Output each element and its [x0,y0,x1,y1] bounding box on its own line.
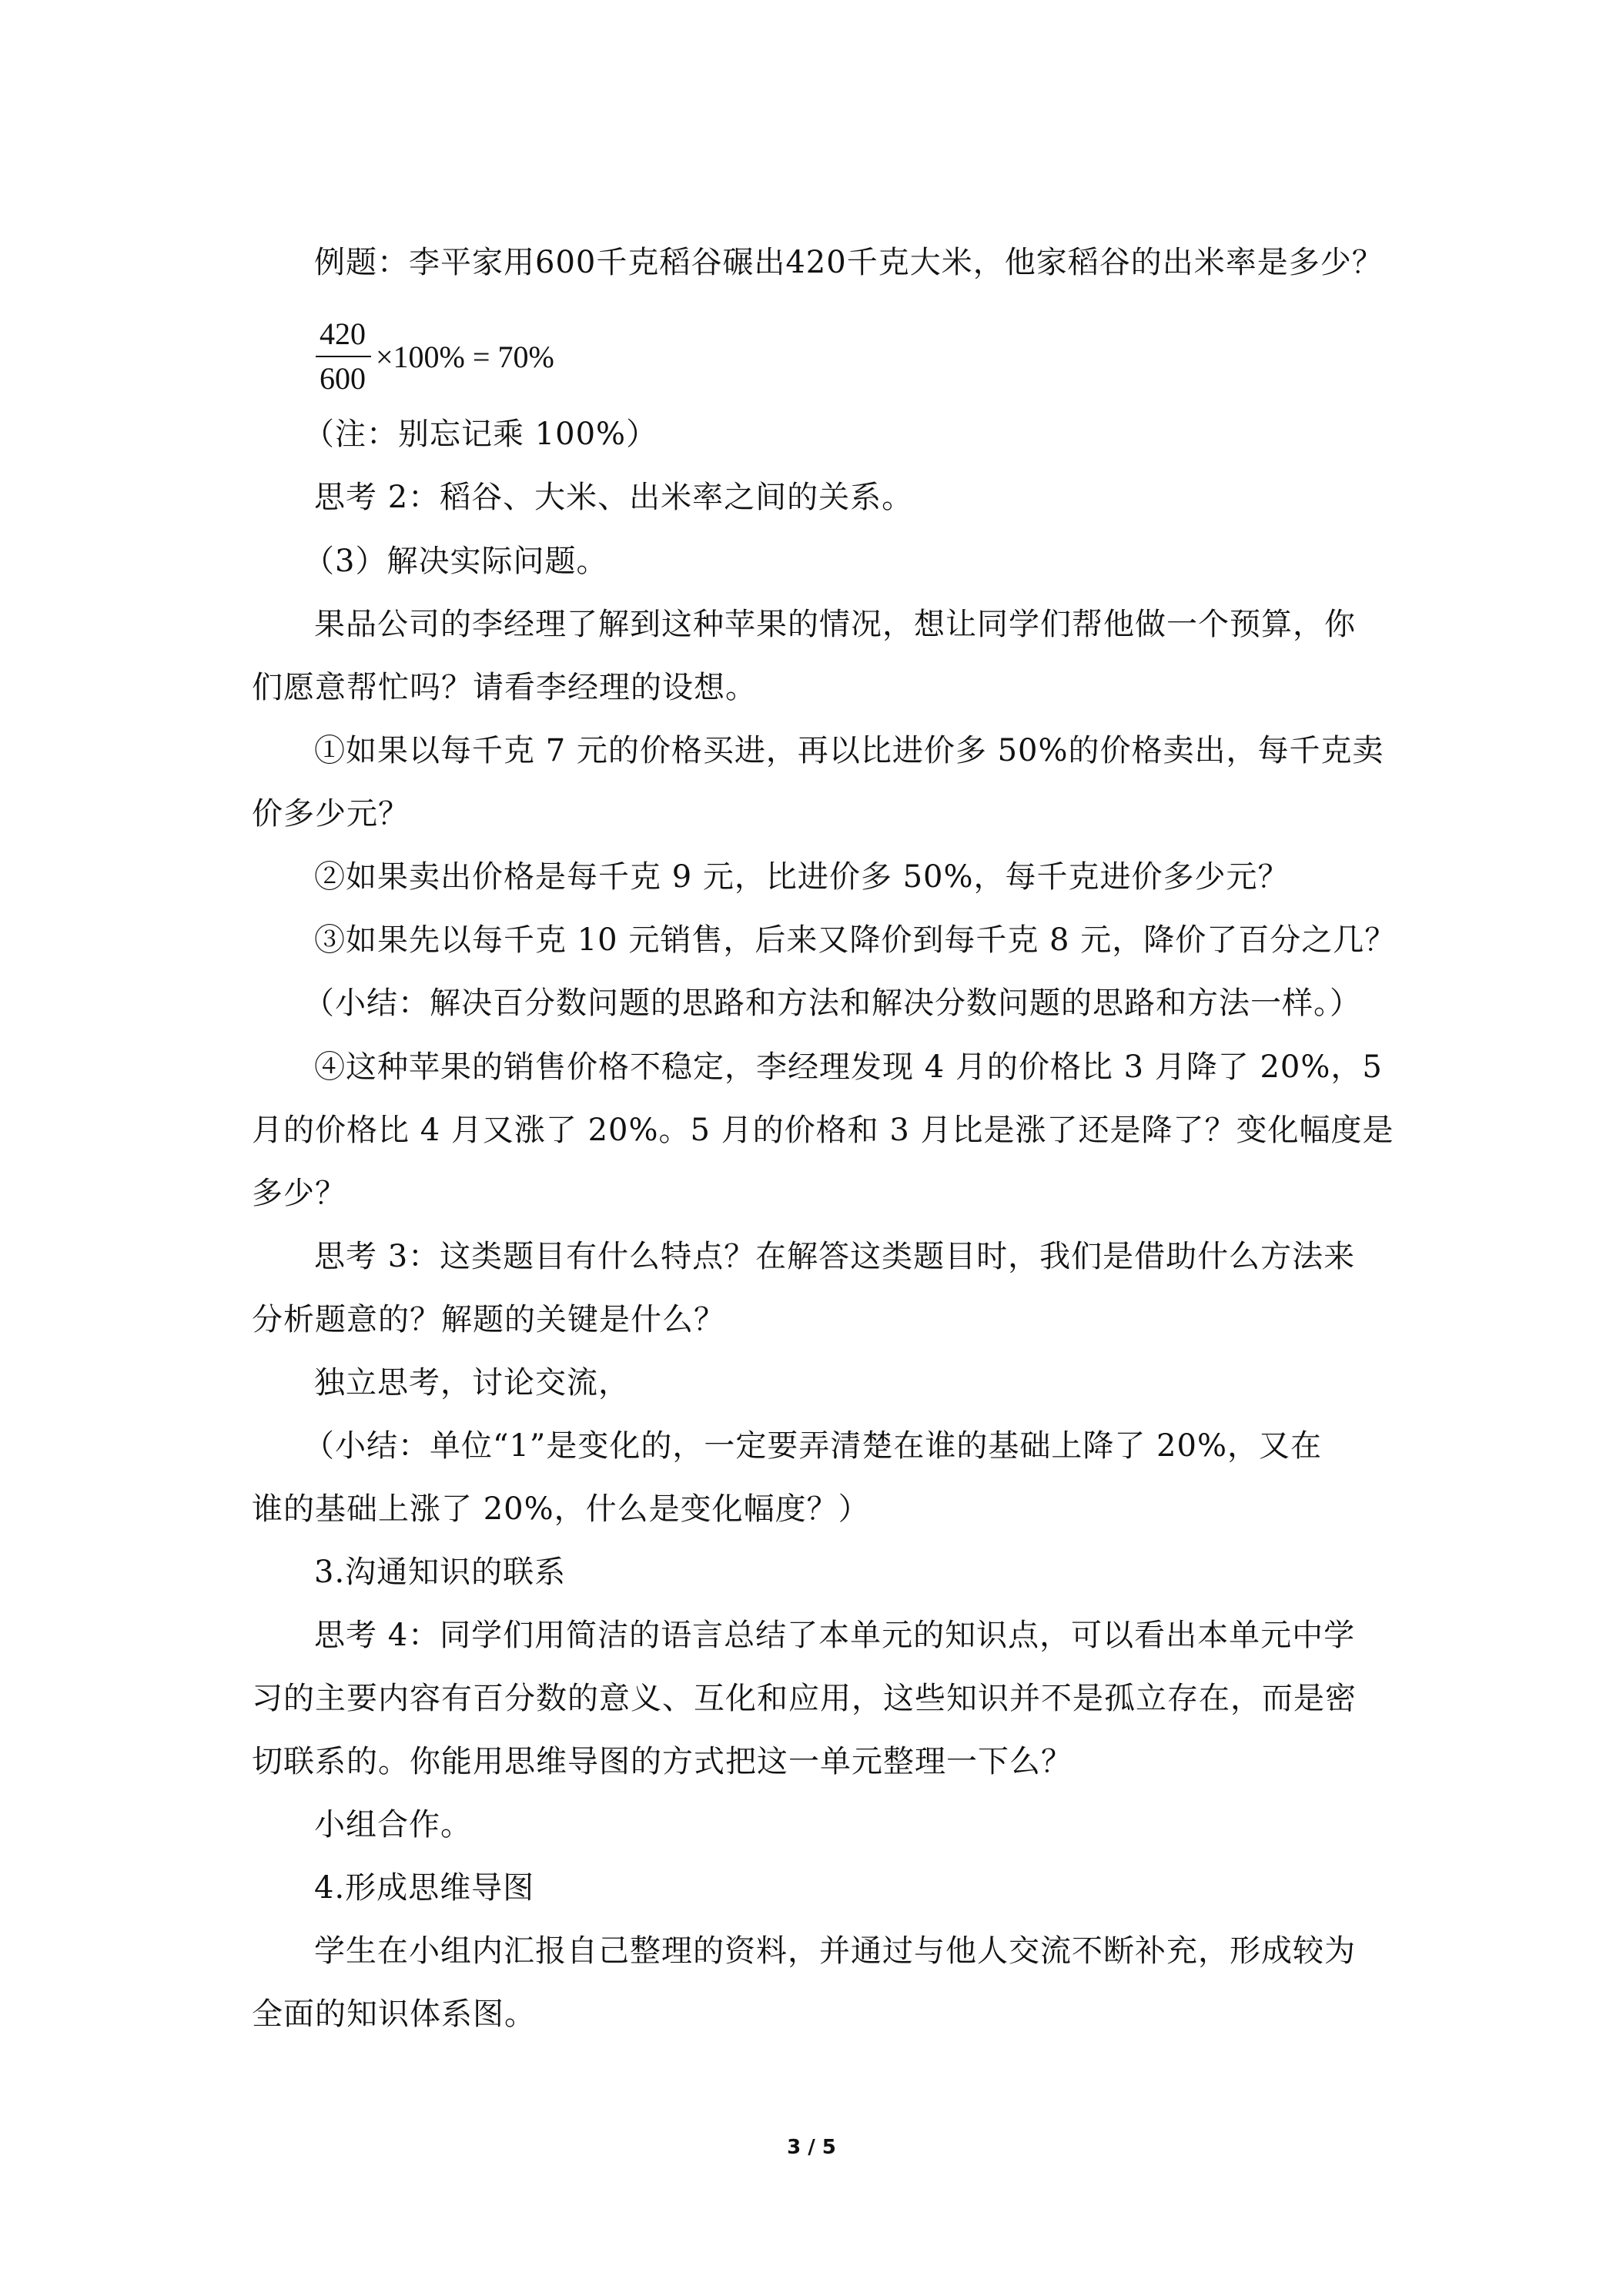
example-question: 例题：李平家用600千克稻谷碾出420千克大米，他家稻谷的出米率是多少？ [314,245,1384,280]
paragraph-line: 全面的知识体系图。 [252,1996,536,2032]
question-4-cont: 多少？ [252,1176,346,1211]
question-4: ④这种苹果的销售价格不稳定，李经理发现 4 月的价格比 3 月降了 20%，5 [314,1049,1383,1085]
summary-line: （小结：解决百分数问题的思路和方法和解决分数问题的思路和方法一样。） [303,986,1361,1021]
summary-line: （小结：单位“1”是变化的，一定要弄清楚在谁的基础上降了 20%，又在 [303,1428,1322,1464]
question-3: ③如果先以每千克 10 元销售，后来又降价到每千克 8 元，降价了百分之几？ [314,922,1397,958]
fraction-numerator: 420 [320,316,366,351]
note-line: （注：别忘记乘 100%） [303,417,658,452]
paragraph-line: 学生在小组内汇报自己整理的资料，并通过与他人交流不断补充，形成较为 [314,1933,1356,1969]
think-3-cont: 分析题意的？解题的关键是什么？ [252,1302,725,1337]
think-4-cont: 习的主要内容有百分数的意义、互化和应用，这些知识并不是孤立存在，而是密 [252,1681,1357,1716]
question-4-cont: 月的价格比 4 月又涨了 20%。5 月的价格和 3 月比是涨了还是降了？变化幅度是 [252,1113,1394,1148]
summary-line-cont: 谁的基础上涨了 20%，什么是变化幅度？） [252,1491,870,1527]
fraction-denominator: 600 [320,361,366,396]
question-2: ②如果卖出价格是每千克 9 元，比进价多 50%，每千克进价多少元？ [314,859,1290,895]
paragraph-line: 们愿意帮忙吗？请看李经理的设想。 [252,670,757,705]
question-1: ①如果以每千克 7 元的价格买进，再以比进价多 50%的价格卖出，每千克卖 [314,733,1384,768]
paragraph-line: 果品公司的李经理了解到这种苹果的情况，想让同学们帮他做一个预算，你 [314,607,1356,642]
section-3-heading: （3）解决实际问题。 [303,544,608,579]
think-4-cont: 切联系的。你能用思维导图的方式把这一单元整理一下么？ [252,1744,1073,1779]
question-1-cont: 价多少元？ [252,796,410,832]
fraction-bar [316,356,371,357]
formula-result: ×100% = 70% [376,340,554,374]
page-number: 3 / 5 [787,2136,836,2159]
think-2: 思考 2：稻谷、大米、出米率之间的关系。 [314,480,914,515]
section-heading: 4.形成思维导图 [314,1870,535,1906]
group-work-line: 小组合作。 [314,1807,472,1842]
think-3: 思考 3：这类题目有什么特点？在解答这类题目时，我们是借助什么方法来 [314,1239,1356,1274]
section-heading: 3.沟通知识的联系 [314,1555,567,1590]
discussion-line: 独立思考，讨论交流， [314,1365,630,1401]
think-4: 思考 4：同学们用简洁的语言总结了本单元的知识点，可以看出本单元中学 [314,1618,1356,1653]
